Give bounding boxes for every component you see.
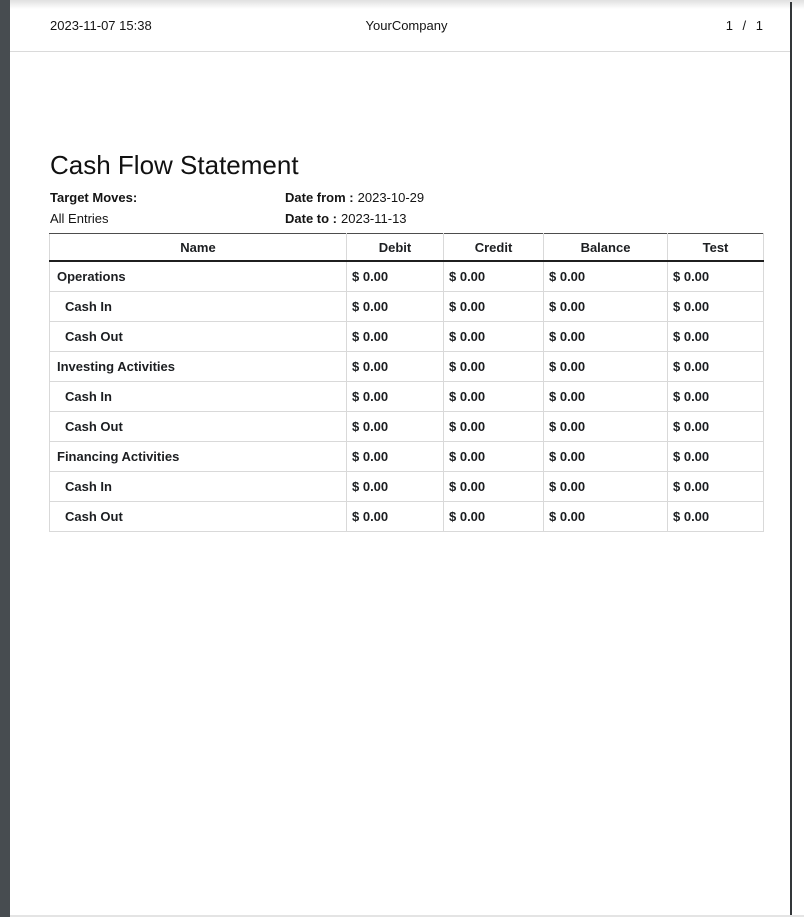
cell-credit: $ 0.00 bbox=[444, 322, 544, 352]
column-header-debit: Debit bbox=[347, 234, 444, 262]
cell-balance: $ 0.00 bbox=[544, 322, 668, 352]
table-row bbox=[50, 472, 764, 502]
table-row bbox=[50, 322, 764, 352]
cell-name: Operations bbox=[50, 261, 347, 292]
table-row bbox=[50, 442, 764, 472]
cell-test: $ 0.00 bbox=[668, 502, 764, 532]
report-page bbox=[10, 0, 790, 917]
table-row bbox=[50, 382, 764, 412]
date-from-label: Date from : bbox=[285, 190, 354, 205]
cell-name: Cash In bbox=[50, 472, 347, 502]
cell-debit: $ 0.00 bbox=[347, 412, 444, 442]
cell-debit: $ 0.00 bbox=[347, 502, 444, 532]
cell-test: $ 0.00 bbox=[668, 322, 764, 352]
cell-debit: $ 0.00 bbox=[347, 292, 444, 322]
cell-balance: $ 0.00 bbox=[544, 292, 668, 322]
table-row bbox=[50, 261, 764, 292]
target-moves-value: All Entries bbox=[50, 211, 109, 226]
cell-credit: $ 0.00 bbox=[444, 472, 544, 502]
table-body bbox=[50, 261, 764, 532]
viewer-background-strip bbox=[0, 0, 10, 917]
column-header-credit: Credit bbox=[444, 234, 544, 262]
cell-name: Cash In bbox=[50, 292, 347, 322]
page-indicator: 1 / 1 bbox=[725, 18, 763, 33]
cash-flow-table bbox=[49, 233, 764, 532]
table-header-row bbox=[50, 234, 764, 262]
cell-debit: $ 0.00 bbox=[347, 322, 444, 352]
cell-credit: $ 0.00 bbox=[444, 292, 544, 322]
page-right-edge bbox=[790, 2, 792, 917]
date-to-label: Date to : bbox=[285, 211, 337, 226]
cell-name: Financing Activities bbox=[50, 442, 347, 472]
cell-name: Cash Out bbox=[50, 322, 347, 352]
cell-credit: $ 0.00 bbox=[444, 382, 544, 412]
report-header bbox=[10, 0, 790, 52]
cell-test: $ 0.00 bbox=[668, 412, 764, 442]
cell-debit: $ 0.00 bbox=[347, 442, 444, 472]
page-title: Cash Flow Statement bbox=[50, 150, 299, 180]
cell-balance: $ 0.00 bbox=[544, 261, 668, 292]
cell-debit: $ 0.00 bbox=[347, 472, 444, 502]
cell-name: Investing Activities bbox=[50, 352, 347, 382]
cell-credit: $ 0.00 bbox=[444, 442, 544, 472]
date-to-line bbox=[285, 208, 424, 229]
cell-test: $ 0.00 bbox=[668, 382, 764, 412]
table-row bbox=[50, 412, 764, 442]
filters-block bbox=[50, 187, 763, 229]
cell-test: $ 0.00 bbox=[668, 261, 764, 292]
cell-test: $ 0.00 bbox=[668, 442, 764, 472]
cell-name: Cash In bbox=[50, 382, 347, 412]
cell-credit: $ 0.00 bbox=[444, 352, 544, 382]
date-from-value: 2023-10-29 bbox=[357, 190, 425, 205]
cell-test: $ 0.00 bbox=[668, 292, 764, 322]
target-moves-block bbox=[50, 187, 285, 229]
date-from-line bbox=[285, 187, 424, 208]
table-row bbox=[50, 352, 764, 382]
cell-credit: $ 0.00 bbox=[444, 502, 544, 532]
cell-name: Cash Out bbox=[50, 412, 347, 442]
column-header-balance: Balance bbox=[544, 234, 668, 262]
cell-debit: $ 0.00 bbox=[347, 382, 444, 412]
cell-debit: $ 0.00 bbox=[347, 261, 444, 292]
cell-balance: $ 0.00 bbox=[544, 502, 668, 532]
column-header-name: Name bbox=[50, 234, 347, 262]
date-range-block bbox=[285, 187, 424, 229]
cell-test: $ 0.00 bbox=[668, 472, 764, 502]
cell-test: $ 0.00 bbox=[668, 352, 764, 382]
cell-balance: $ 0.00 bbox=[544, 442, 668, 472]
column-header-test: Test bbox=[668, 234, 764, 262]
cell-balance: $ 0.00 bbox=[544, 412, 668, 442]
company-name: YourCompany bbox=[365, 18, 448, 33]
target-moves-label: Target Moves: bbox=[50, 190, 138, 205]
cell-balance: $ 0.00 bbox=[544, 472, 668, 502]
cell-credit: $ 0.00 bbox=[444, 412, 544, 442]
cell-balance: $ 0.00 bbox=[544, 352, 668, 382]
cell-debit: $ 0.00 bbox=[347, 352, 444, 382]
cell-balance: $ 0.00 bbox=[544, 382, 668, 412]
print-datetime: 2023-11-07 15:38 bbox=[50, 18, 152, 33]
table-row bbox=[50, 502, 764, 532]
cell-name: Cash Out bbox=[50, 502, 347, 532]
date-to-value: 2023-11-13 bbox=[341, 211, 407, 226]
cell-credit: $ 0.00 bbox=[444, 261, 544, 292]
table-row bbox=[50, 292, 764, 322]
